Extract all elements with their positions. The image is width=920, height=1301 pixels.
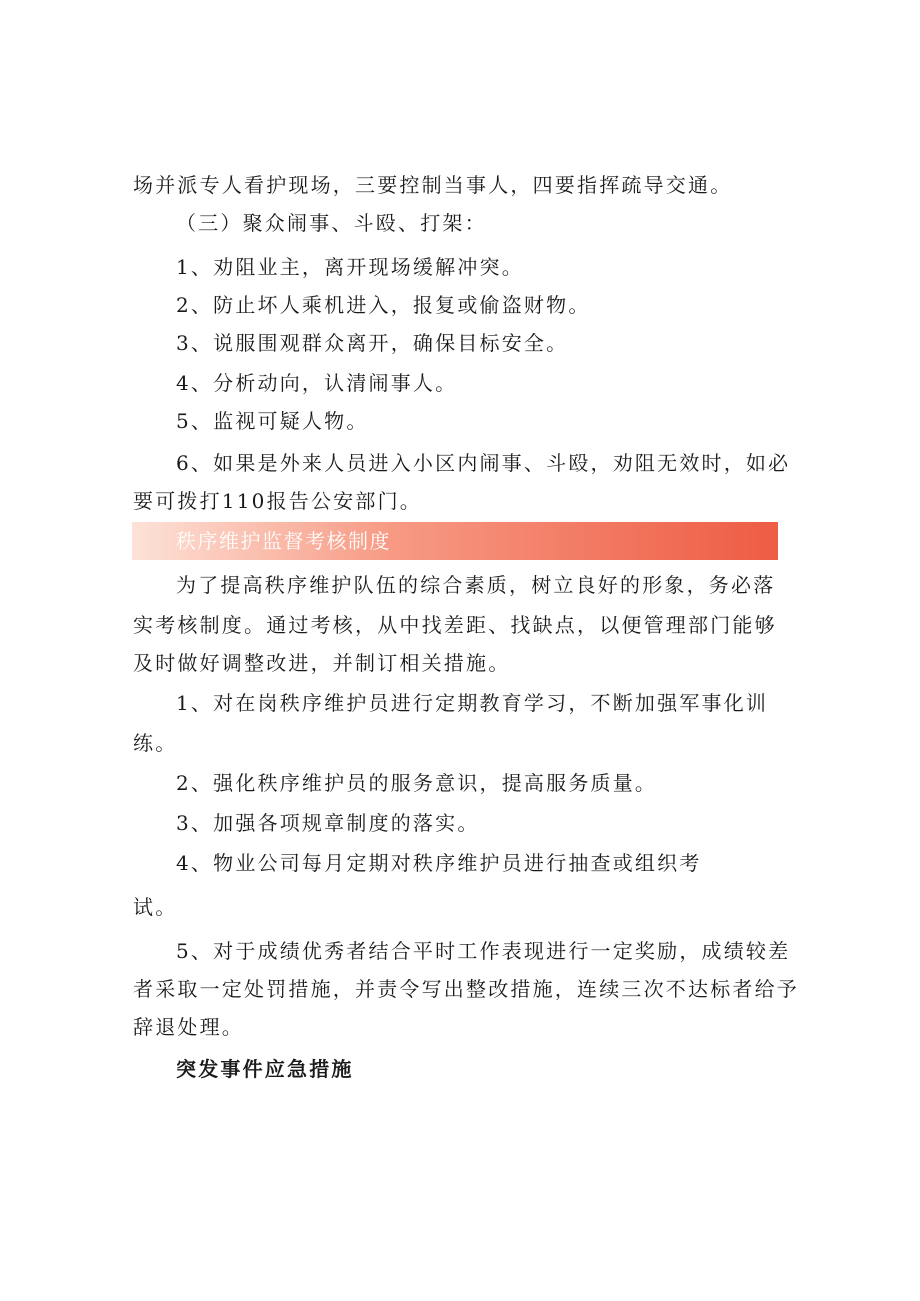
paragraph-line: 为了提高秩序维护队伍的综合素质，树立良好的形象，务必落 bbox=[176, 573, 776, 597]
paragraph-line: 及时做好调整改进，并制订相关措施。 bbox=[133, 651, 511, 675]
list-item: 2、强化秩序维护员的服务意识，提高服务质量。 bbox=[176, 771, 658, 795]
list-item: 1、对在岗秩序维护员进行定期教育学习，不断加强军事化训 bbox=[176, 691, 769, 715]
list-item: 3、加强各项规章制度的落实。 bbox=[176, 811, 480, 835]
list-item: 4、分析动向，认清闹事人。 bbox=[176, 371, 458, 395]
list-item: 4、物业公司每月定期对秩序维护员进行抽查或组织考 bbox=[176, 851, 702, 875]
list-item-continuation: 练。 bbox=[133, 731, 178, 755]
list-item-continuation: 要可拨打110报告公安部门。 bbox=[133, 489, 422, 513]
list-item: 5、监视可疑人物。 bbox=[176, 409, 369, 433]
list-item-continuation: 试。 bbox=[133, 895, 178, 919]
list-item: 5、对于成绩优秀者结合平时工作表现进行一定奖励，成绩较差 bbox=[176, 939, 791, 963]
list-item-continuation: 者采取一定处罚措施，并责令写出整改措施，连续三次不达标者给予 bbox=[133, 977, 799, 1001]
list-item: 2、防止坏人乘机进入，报复或偷盗财物。 bbox=[176, 293, 591, 317]
section-heading-emergency: 突发事件应急措施 bbox=[176, 1057, 354, 1081]
paragraph-line: 实考核制度。通过考核，从中找差距、找缺点，以便管理部门能够 bbox=[133, 613, 777, 637]
paragraph-line: 场并派专人看护现场，三要控制当事人，四要指挥疏导交通。 bbox=[133, 173, 733, 197]
section-banner-title: 秩序维护监督考核制度 bbox=[176, 529, 391, 553]
list-item-continuation: 辞退处理。 bbox=[133, 1015, 244, 1039]
subheading-brawl: （三）聚众闹事、斗殴、打架： bbox=[176, 211, 487, 235]
list-item: 6、如果是外来人员进入小区内闹事、斗殴，劝阻无效时，如必 bbox=[176, 451, 791, 475]
list-item: 1、劝阻业主，离开现场缓解冲突。 bbox=[176, 255, 524, 279]
list-item: 3、说服围观群众离开，确保目标安全。 bbox=[176, 331, 569, 355]
